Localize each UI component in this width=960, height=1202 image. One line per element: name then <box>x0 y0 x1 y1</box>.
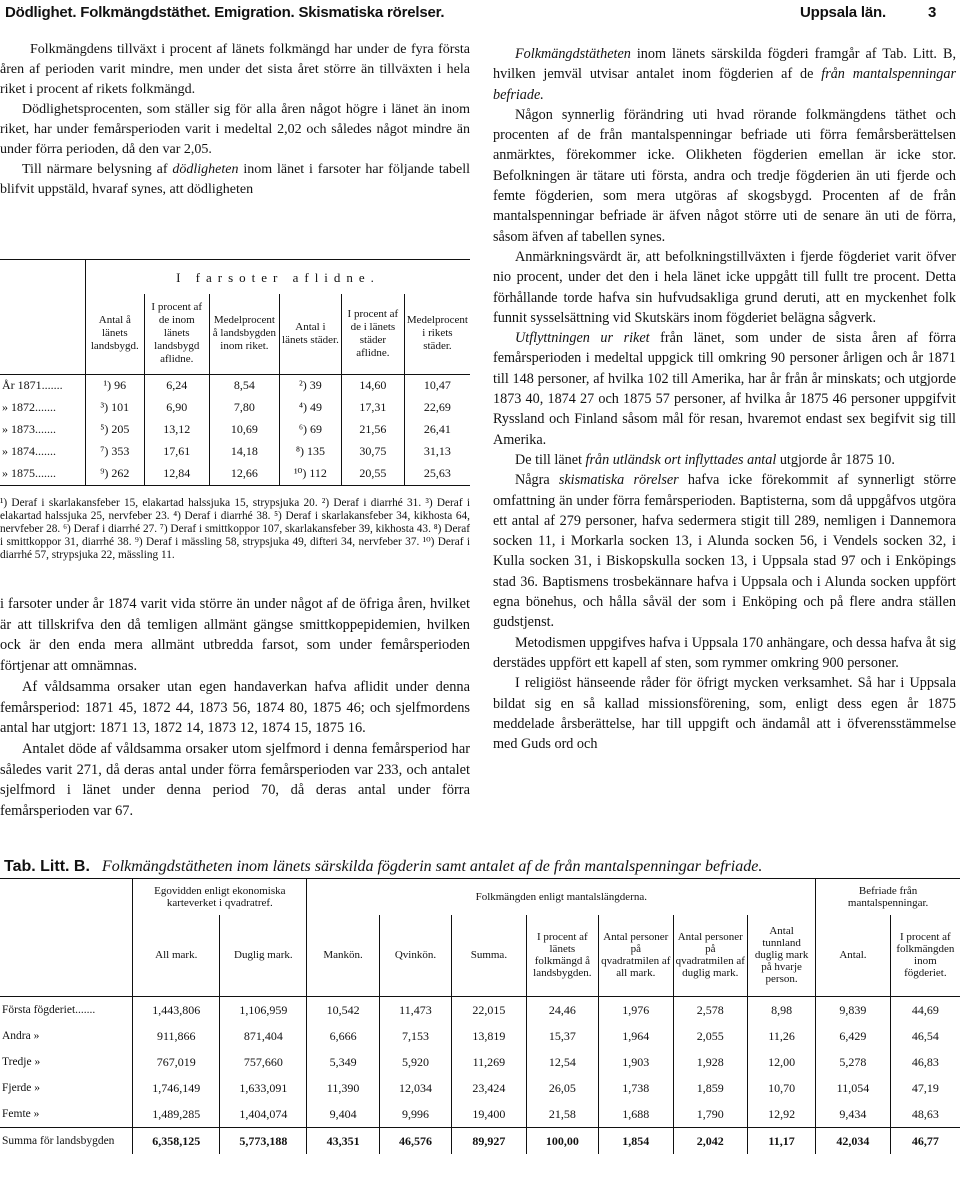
running-head: Dödlighet. Folkmängdstäthet. Emigration. Skismatiska rörelser. <box>5 4 445 21</box>
paragraph: Till närmare belysning af dödligheten inom länet i farsoter har följande tabell blifvit uppstäld, hvaraf synes, att dödligheten <box>0 162 470 197</box>
tab-litt-b <box>0 878 960 1154</box>
group-header-egovidden: Egovidden enligt ekonomiska karteverket i qvadratref. <box>133 879 307 915</box>
column-header: I procent af de i länets städer aflidne. <box>341 294 404 374</box>
table-row: År 1871....... ¹) 96 6,24 8,54 ²) 39 14,60 10,47 <box>0 374 470 397</box>
column-header: Antal i länets städer. <box>279 294 341 374</box>
sum-row: Summa för landsbygden 6,358,125 5,773,188 43,351 46,576 89,927 100,00 1,854 2,042 11,17 42,034 46,77 <box>0 1128 960 1155</box>
left-column <box>0 40 470 200</box>
column-header: Qvinkön. <box>379 915 451 997</box>
group-header-befriade: Befriade från mantalspenningar. <box>816 879 960 915</box>
table-row: » 1875....... ⁹) 262 12,84 12,66 ¹⁰) 112 20,55 25,63 <box>0 463 470 486</box>
paragraph: Folkmängdens tillväxt i procent af länets folkmängd har under de fyra första åren af perioden varit mindre, men under det sista året större än tillväxten i hela riket i procent af rikets folkmängd. <box>0 42 470 97</box>
column-header: I procent af de inom länets landsbygd aflidne. <box>144 294 209 374</box>
paragraph: Af våldsamma orsaker utan egen handaverkan hafva aflidit under denna femårsperiod: 1871 45, 1872 44, 1873 56, 1874 80, 1875 46; och sjelfmordens antal har utgjort: 1871 13, 1872 14, 1873 12, 1874 15, 1875 16. <box>0 678 470 737</box>
paragraph: De till länet från utländsk ort inflyttades antal utgjorde år 1875 10. <box>515 451 895 468</box>
table-row: » 1874....... ⁷) 353 17,61 14,18 ⁸) 135 30,75 31,13 <box>0 441 470 463</box>
column-header: Antal å länets landsbygd. <box>86 294 145 374</box>
left-column-continued <box>0 594 470 822</box>
table-footnotes: ¹) Deraf i skarlakansfeber 15, elakartad halssjuka 15, strypsjuka 20. ²) Deraf i diarrhé 31. ³) Deraf i elakartad halssjuka 25, nervfeber 23. ⁴) Deraf i diarrhé 38. ⁵) Deraf i skarlakansfeber 34, kikhosta 64, nervfeber 28. ⁶) Deraf i diarrhé 27. ⁷) Deraf i smittkoppor 107, skarlakansfeber 39, kikhosta 43. ⁸) Deraf i smittkoppor 31, diarrhé 38. ⁹) Deraf i mässling 58, strypsjuka 49, difteri 34, nervfeber 37. ¹⁰) Deraf i diarrhé 57, strypsjuka 22, mässling 11. <box>0 497 470 561</box>
column-header: All mark. <box>133 915 220 997</box>
page-header <box>0 2 960 24</box>
column-header: I procent af länets folkmängd å landsbygden. <box>526 915 598 997</box>
column-header: Duglig mark. <box>220 915 307 997</box>
paragraph: Folkmängdstätheten inom länets särskilda fögderi framgår af Tab. Litt. B, hvilken jemväl utvisar antalet inom fögderien af de från mantalspenningar befriade. <box>493 46 956 103</box>
paragraph: Anmärkningsvärdt är, att befolkningstillväxten i fjerde fögderiet varit öfver nio procent, under det den i hela länet icke uppgått till fullt tre procent. Detta förhållande torde hafva sin hufvudsakliga grund deruti, att en myckenhet folk funnit sysselsättning vid Skutskärs inom fögderiet belägna sågverk. <box>493 248 956 326</box>
table-row: Fjerde » 1,746,149 1,633,091 11,390 12,034 23,424 26,05 1,738 1,859 10,70 11,054 47,19 <box>0 1075 960 1101</box>
group-header-folkmangden: Folkmängden enligt mantalslängderna. <box>307 879 816 915</box>
table-row: Tredje » 767,019 757,660 5,349 5,920 11,269 12,54 1,903 1,928 12,00 5,278 46,83 <box>0 1049 960 1075</box>
paragraph: Dödlighetsprocenten, som ställer sig för alla åren något högre i länet än inom riket, har under femårsperioden varit i medeltal 2,02 och således något mindre än under förra perioden, då den var 2,05. <box>0 102 470 157</box>
table-row: Första fögderiet....... 1,443,806 1,106,959 10,542 11,473 22,015 24,46 1,976 2,578 8,98 9,839 44,69 <box>0 997 960 1024</box>
column-header: Medelprocent å landsbygden inom riket. <box>209 294 279 374</box>
right-column <box>493 44 956 754</box>
paragraph: i farsoter under år 1874 varit vida större än under något af de öfriga åren, hvilket är att tillskrifva den då temligen allmänt gängse smittkoppepidemien, hvilken ock är den enda mera allmänt utbredda farsot, som under femårsperioden förtjenar att omnämnas. <box>0 596 470 675</box>
paragraph: Några skismatiska rörelser hafva icke förekommit af synnerligt större omfattning än under förra femårsperioden. Baptisterna, som då uppgåfvos utgöra ett antal af 279 personer, hafva sedermera stigit till 289, nemligen i Dannemora socken 11, i Morkarla socken 13, i Alunda socken 56, i Vendels socken 32, i Kulla socken 31, i Biskopskulla socken 13, i Uppsala stad 97 och i Enköpings stad 36. Baptismens trosbekännare hafva i Uppsala och i Alunda socken uppfört egna bönehus, och hålla såväl der som i Enköping och på flere andra ställen gudstjenst. <box>493 472 956 631</box>
table-title: Tab. Litt. B. Folkmängdstätheten inom länets särskilda fögderin samt antalet af de från mantalspenningar befriade. <box>4 858 763 875</box>
column-header: Antal personer på qvadratmilen af all mark. <box>599 915 673 997</box>
paragraph: I religiöst hänseende råder för öfrigt mycken verksamhet. Så har i Uppsala bildat sig en så kallad missionsförening, som, enligt dess egen år 1875 meddelade årsberättelse, har till uppgift och ändamål att i öfverensstämmelse med Guds ord och <box>493 675 956 753</box>
table-row: » 1873....... ⁵) 205 13,12 10,69 ⁶) 69 21,56 26,41 <box>0 419 470 441</box>
table-row: Femte » 1,489,285 1,404,074 9,404 9,996 19,400 21,58 1,688 1,790 12,92 9,434 48,63 <box>0 1101 960 1128</box>
table-span-header: I farsoter aflidne. <box>86 260 471 295</box>
farsoter-table <box>0 259 470 486</box>
column-header: Antal personer på qvadratmilen af duglig mark. <box>673 915 747 997</box>
column-header: Medelprocent i rikets städer. <box>404 294 470 374</box>
table-row: » 1872....... ³) 101 6,90 7,80 ⁴) 49 17,31 22,69 <box>0 397 470 419</box>
table-row: Andra » 911,866 871,404 6,666 7,153 13,819 15,37 1,964 2,055 11,26 6,429 46,54 <box>0 1023 960 1049</box>
column-header: Antal. <box>816 915 890 997</box>
page-number: 3 <box>928 4 937 21</box>
paragraph: Någon synnerlig förändring uti hvad rörande folkmängdens täthet och procenten af de från mantalspenningar befriade uti förra femårsberättelsen anmärktes, förekommer icke. Olikheten fögderien emellan är icke stor. Befolkningen är tätare uti första, andra och tredje fögderien än uti fjerde och femte fögderien, som mera utgöras af skogsbygd. Procenten af de från mantalspenningar befriade är äfven något större uti de senare än uti de förra, såsom äfven af tabellen synes. <box>493 106 956 245</box>
column-header: Antal tunnland duglig mark på hvarje person. <box>748 915 816 997</box>
paragraph: Metodismen uppgifves hafva i Uppsala 170 anhängare, och dessa hafva åt sig derstädes uppfört ett kapell af sten, som rymmer omkring 900 personer. <box>493 634 956 671</box>
paragraph: Utflyttningen ur riket från länet, som under de sista åren af förra femårsperioden i medeltal uppgick till omkring 90 personer årligen och år 1871 till 148 personer, af hvilka 102 till Amerika, har år från år minskats; och utgjorde 1873 40, 1874 27 och 1875 57 personer, af hvilka år 1875 46 personer uppgifvit Ryssland och Finland såsom mål för resan, hvaremot endast sex begifvit sig till Amerika. <box>493 330 956 448</box>
column-header: I procent af folkmängden inom fögderiet. <box>890 915 960 997</box>
paragraph: Antalet döde af våldsamma orsaker utom sjelfmord i denna femårsperiod har således varit 271, då deras antal under förra femårsperioden var 233, och antalet sjelfmord i länet under denna period 70, då deras antal under förra femårsperioden var 67. <box>0 740 470 820</box>
column-header: Mankön. <box>307 915 379 997</box>
county-title: Uppsala län. <box>800 4 886 21</box>
column-header: Summa. <box>452 915 526 997</box>
